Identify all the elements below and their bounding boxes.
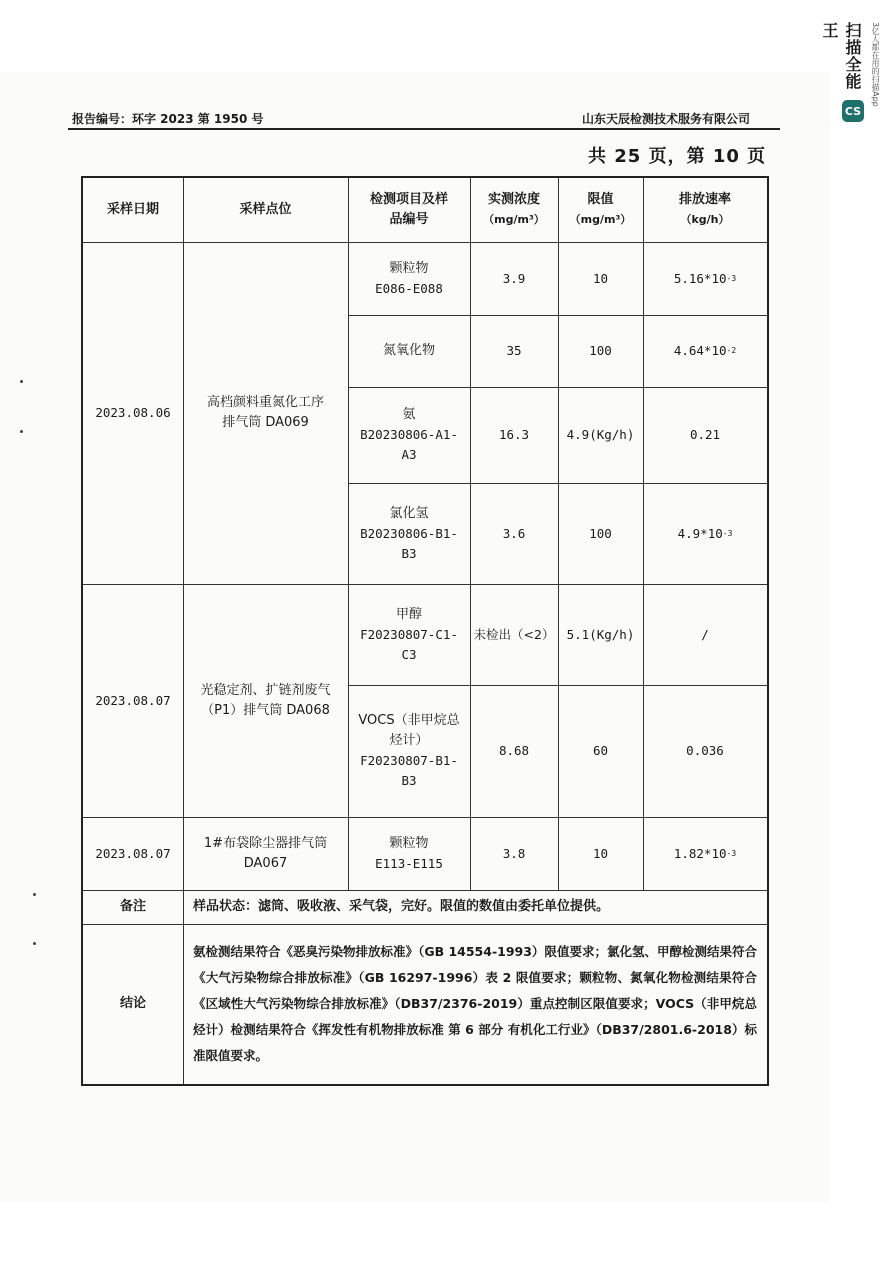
- header-concentration: [470, 178, 558, 242]
- sample-id: B20230806-B1-: [360, 525, 458, 541]
- test-item-name: 颗粒物: [389, 835, 429, 851]
- test-item: [348, 584, 470, 685]
- group-sampling-point: [183, 242, 348, 584]
- test-item: [348, 387, 470, 483]
- concentration-value: 16.3: [498, 427, 530, 442]
- sample-id: B20230806-A1-: [360, 427, 458, 442]
- limit-value: 60: [592, 743, 609, 758]
- scan-speck: [33, 893, 36, 896]
- group-sampling-point: [183, 584, 348, 817]
- limit-value: 4.9(Kg/h): [566, 427, 635, 442]
- emission-rate-value: [643, 584, 767, 685]
- rate-base: 0.21: [689, 427, 721, 442]
- sample-id-cont: B3: [401, 773, 417, 788]
- rate-base: 4.64*10: [673, 343, 727, 358]
- header-divider: [68, 128, 780, 130]
- camscanner-logo-icon: CS: [842, 100, 864, 122]
- rate-base: 1.82*10: [673, 845, 727, 861]
- concentration-value: 未检出（<2）: [473, 626, 555, 642]
- test-item-name: 氮氧化物: [382, 343, 435, 358]
- emission-rate-value: 5.16*10 -3: [643, 242, 767, 315]
- concentration-value: 8.68: [498, 743, 530, 758]
- emission-rate-value: 4.9*10 -3: [643, 483, 767, 584]
- header-emission-rate: [643, 178, 767, 242]
- sample-id: F20230807-B1-: [360, 753, 458, 768]
- emission-rate-value: [643, 387, 767, 483]
- header-sampling-point: 采样点位: [239, 202, 292, 217]
- sample-id-cont: B3: [401, 545, 417, 561]
- sample-id-cont: A3: [401, 447, 417, 462]
- test-item-name: 颗粒物: [389, 260, 429, 276]
- sampling-point-line1: 1#布袋除尘器排气筒: [203, 835, 328, 851]
- header-limit-unit: （mg/m³）: [569, 213, 632, 226]
- emission-rate-value: 4.64*10 -2: [643, 315, 767, 387]
- test-item-name-cont: 烃计）: [389, 733, 429, 748]
- sample-id: E113-E115: [375, 855, 443, 871]
- scan-speck: [20, 380, 23, 383]
- header-limit: [558, 178, 643, 242]
- rate-base: 0.036: [686, 743, 724, 758]
- concentration-value: 3.9: [502, 270, 526, 286]
- limit-value: 100: [589, 525, 612, 541]
- header-concentration-unit: （mg/m³）: [483, 213, 545, 226]
- concentration-value: 35: [506, 343, 522, 358]
- header-emission-rate-unit: （kg/h）: [680, 213, 730, 226]
- limit-value: 10: [592, 270, 609, 286]
- results-table: [81, 176, 769, 1086]
- test-item: [348, 483, 470, 584]
- header-test-item-line1: 检测项目及样: [369, 192, 448, 207]
- emission-rate-value: [643, 685, 767, 817]
- scan-speck: [33, 942, 36, 945]
- test-item-name: 甲醇: [395, 606, 422, 622]
- page-info: 共 25 页，第 10 页: [588, 146, 767, 167]
- test-item: [348, 817, 470, 890]
- page-top-margin: [0, 0, 892, 72]
- concentration-value: 3.8: [502, 845, 526, 861]
- rate-base: /: [701, 626, 709, 642]
- test-item: [348, 315, 470, 387]
- group-sampling-point: [183, 817, 348, 890]
- group-date: 2023.08.06: [95, 405, 171, 420]
- emission-rate-value: 1.82*10 -3: [643, 817, 767, 890]
- conclusion-label: 结论: [119, 996, 146, 1011]
- sampling-point-line2: 排气筒 DA069: [222, 415, 309, 430]
- remark-label: 备注: [119, 899, 146, 914]
- report-number: 报告编号：环字 2023 第 1950 号: [72, 112, 264, 126]
- watermark-subtitle: 3亿人都在用的扫描App: [871, 22, 880, 107]
- limit-value: 5.1(Kg/h): [566, 626, 635, 642]
- rate-base: 5.16*10: [673, 270, 727, 286]
- sample-id: F20230807-C1-: [360, 626, 458, 642]
- remark-text: 样品状态：滤筒、吸收液、采气袋，完好。限值的数值由委托单位提供。: [193, 899, 610, 914]
- limit-value: 100: [589, 343, 612, 358]
- conclusion-text: 氨检测结果符合《恶臭污染物排放标准》（GB 14554-1993）限值要求；氯化氢、甲醇检测结果符合《大气污染物综合排放标准》（GB 16297-1996）表 2 限值要求；颗粒物、氮氧化物检测结果符合《区域性大气污染物综合排放标准》（DB37/2376-2019）重点控制区限值要求；VOCS（非甲烷总烃计）检测结果符合《挥发性有机物排放标准 第 6 部分 有机化工行业》（DB37/2801.6-2018）标准限值要求。: [193, 944, 757, 1063]
- header-test-item: [348, 178, 470, 242]
- group-date: 2023.08.07: [95, 845, 171, 861]
- header-emission-rate-line1: 排放速率: [678, 192, 731, 207]
- rate-base: 4.9*10: [677, 525, 723, 541]
- header-sampling-date: 采样日期: [106, 202, 159, 217]
- group-date: 2023.08.07: [95, 692, 171, 708]
- sampling-point-line1: 高档颜料重氮化工序: [206, 395, 324, 410]
- sampling-point-line1: 光稳定剂、扩链剂废气: [200, 682, 331, 698]
- sample-id: E086-E088: [375, 280, 443, 296]
- test-item-name: VOCS（非甲烷总: [358, 713, 460, 728]
- test-item: [348, 242, 470, 315]
- sampling-point-line2: （P1）排气筒 DA068: [201, 702, 330, 718]
- concentration-value: 3.6: [502, 525, 526, 541]
- header-limit-line1: 限值: [587, 192, 614, 207]
- limit-value: 10: [592, 845, 609, 861]
- test-item-name: 氨: [402, 407, 416, 422]
- company-name: 山东天辰检测技术服务有限公司: [582, 112, 751, 126]
- watermark-title: 扫描全能王: [820, 22, 862, 90]
- test-item-name: 氯化氢: [389, 505, 429, 521]
- sampling-point-line2: DA067: [243, 855, 288, 871]
- test-item: [348, 685, 470, 817]
- scan-speck: [20, 430, 23, 433]
- header-concentration-line1: 实测浓度: [487, 192, 540, 207]
- sample-id-cont: C3: [401, 646, 417, 662]
- header-test-item-line2: 品编号: [389, 212, 429, 227]
